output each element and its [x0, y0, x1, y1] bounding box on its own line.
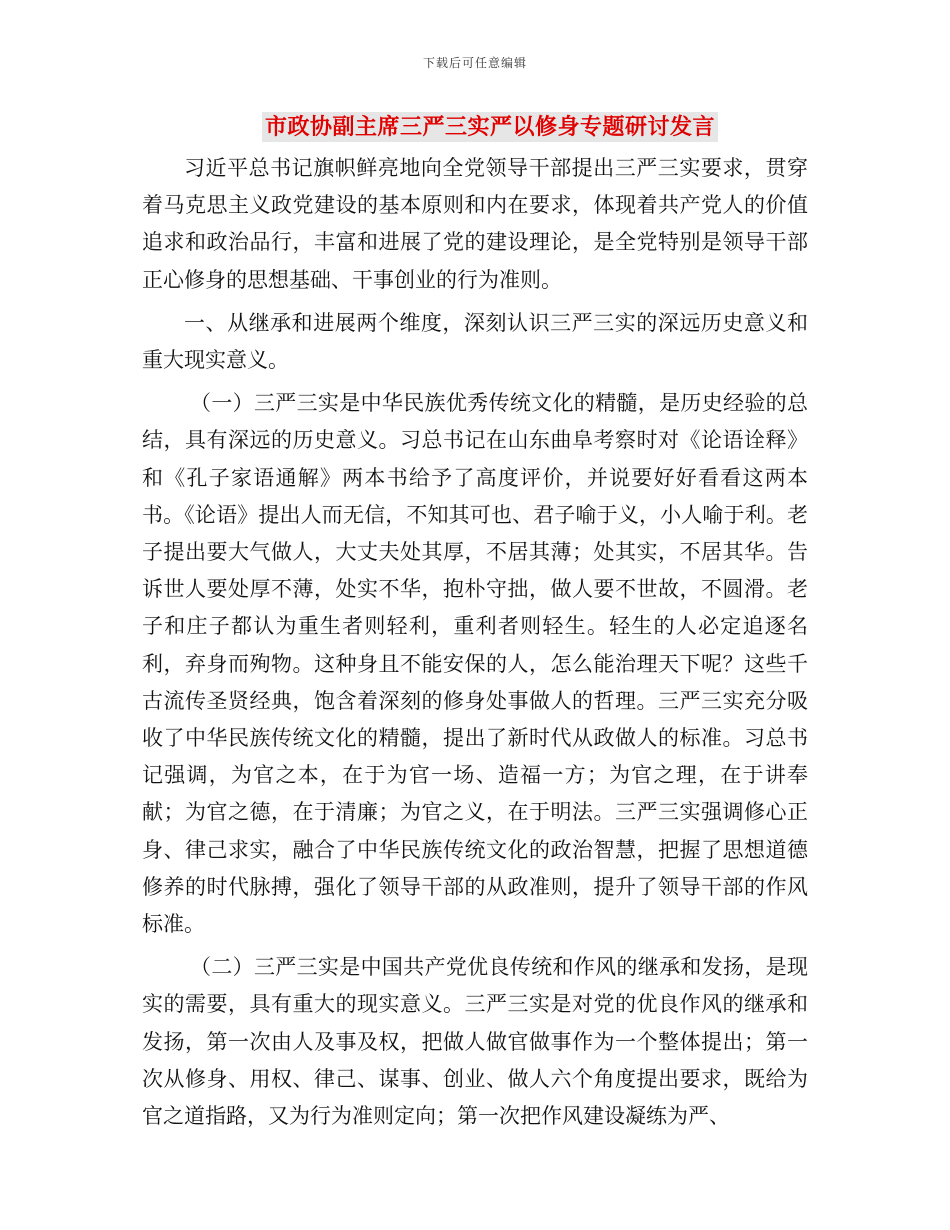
document-body — [142, 150, 808, 1135]
title-container — [262, 112, 732, 144]
paragraph-section-heading: 一、从继承和进展两个维度，深刻认识三严三实的深远历史意义和重大现实意义。 — [142, 310, 808, 373]
header-note: 下载后可任意编辑 — [422, 56, 527, 70]
paragraph-point-one: （一）三严三实是中华民族优秀传统文化的精髓，是历史经验的总结，具有深远的历史意义。习总书记在山东曲阜考察时对《论语诠释》和《孔子家语通解》两本书给予了高度评价，并说要好好看看这两本书。《论语》提出人而无信，不知其可也、君子喻于义，小人喻于利。老子提出要大气做人，大丈夫处其厚，不居其薄；处其实，不居其华。告诉世人要处厚不薄，处实不华，抱朴守拙，做人要不世故，不圆滑。老子和庄子都认为重生者则轻利，重利者则轻生。轻生的人必定追逐名利，弃身而殉物。这种身且不能安保的人，怎么能治理天下呢？这些千古流传圣贤经典，饱含着深刻的修身处事做人的哲理。三严三实充分吸收了中华民族传统文化的精髓，提出了新时代从政做人的标准。习总书记强调，为官之本，在于为官一场、造福一方；为官之理，在于讲奉献；为官之德，在于清廉；为官之义，在于明法。三严三实强调修心正身、律己求实，融合了中华民族传统文化的政治智慧，把握了思想道德修养的时代脉搏，强化了领导干部的从政准则，提升了领导干部的作风标准。 — [142, 391, 808, 937]
document-title: 市政协副主席三严三实严以修身专题研讨发言 — [262, 112, 718, 142]
paragraph-intro: 习近平总书记旗帜鲜亮地向全党领导干部提出三严三实要求，贯穿着马克思主义政党建设的基本原则和内在要求，体现着共产党人的价值追求和政治品行，丰富和进展了党的建设理论，是全党特别是领导干部正心修身的思想基础、干事创业的行为准则。 — [142, 156, 808, 292]
paragraph-point-two: （二）三严三实是中国共产党优良传统和作风的继承和发扬，是现实的需要，具有重大的现实意义。三严三实是对党的优良作风的继承和发扬，第一次由人及事及权，把做人做官做事作为一个整体提出；第一次从修身、用权、律己、谋事、创业、做人六个角度提出要求，既给为官之道指路，又为行为准则定向；第一次把作风建设凝练为严、 — [142, 955, 808, 1129]
